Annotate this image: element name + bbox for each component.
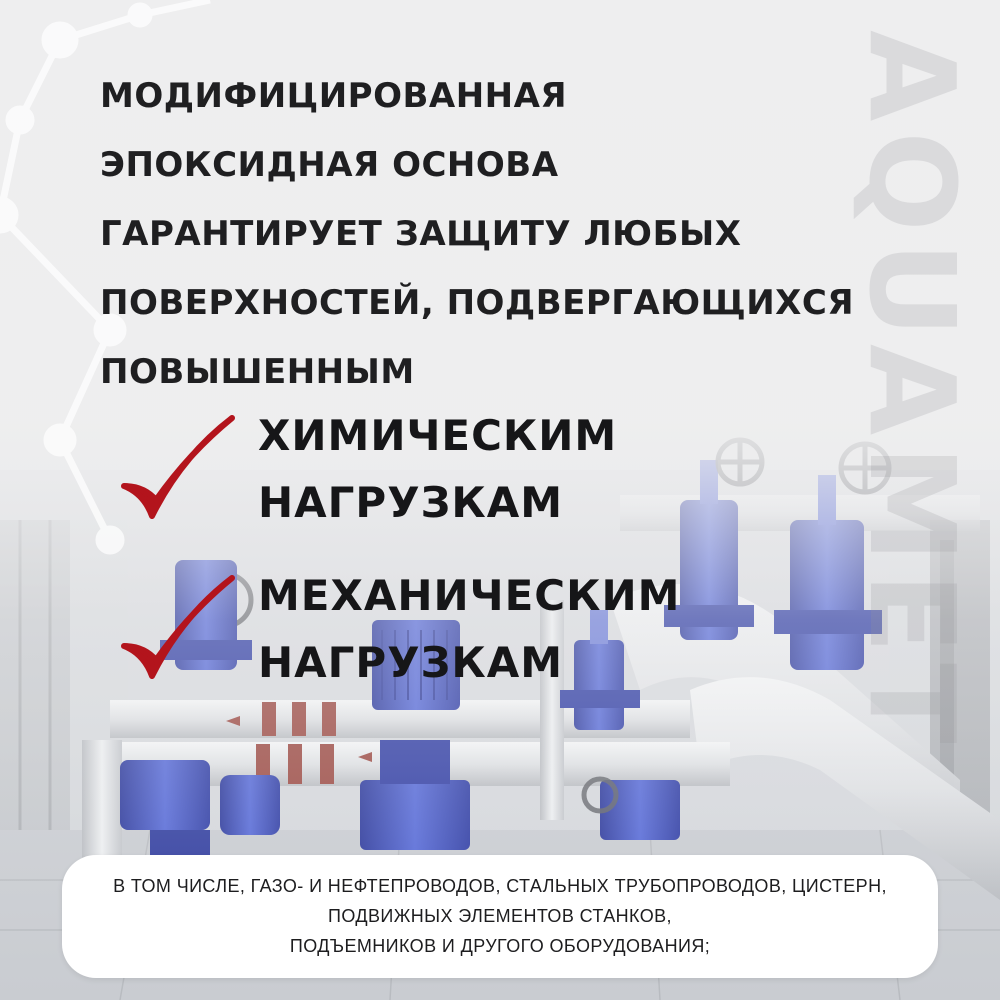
note-box	[62, 855, 938, 978]
checklist-item-mechanical	[110, 562, 870, 712]
note-line-3: ПОДЪЕМНИКОВ И ДРУГОГО ОБОРУДОВАНИЯ;	[289, 936, 711, 956]
checklist-item-text	[258, 562, 680, 696]
headline-line-4: ПОВЕРХНОСТЕЙ, ПОДВЕРГАЮЩИХСЯ	[100, 283, 855, 323]
headline-line-1: МОДИФИЦИРОВАННАЯ	[100, 76, 568, 116]
brand-watermark-text: AQUAMET	[843, 30, 981, 754]
headline-line-3: ГАРАНТИРУЕТ ЗАЩИТУ ЛЮБЫХ	[100, 214, 742, 254]
headline	[100, 62, 960, 407]
checklist-item-line-2: НАГРУЗКАМ	[258, 478, 564, 527]
checklist-item-line-1: ХИМИЧЕСКИМ	[258, 411, 618, 460]
note-text	[62, 871, 938, 961]
checklist-item-line-1: МЕХАНИЧЕСКИМ	[258, 571, 681, 620]
checklist-item-line-2: НАГРУЗКАМ	[258, 638, 564, 687]
checklist-item-text	[258, 402, 617, 536]
checkmark-icon	[110, 568, 240, 688]
checkmark-icon	[110, 408, 240, 528]
note-line-2: ПОДВИЖНЫХ ЭЛЕМЕНТОВ СТАНКОВ,	[328, 906, 672, 926]
note-line-1: В ТОМ ЧИСЛЕ, ГАЗО- И НЕФТЕПРОВОДОВ, СТАЛЬНЫХ ТРУБОПРОВОДОВ, ЦИСТЕРН,	[113, 876, 887, 896]
headline-line-2: ЭПОКСИДНАЯ ОСНОВА	[100, 145, 559, 185]
headline-line-5: ПОВЫШЕННЫМ	[100, 352, 415, 392]
checklist-item-chemical	[110, 402, 870, 552]
